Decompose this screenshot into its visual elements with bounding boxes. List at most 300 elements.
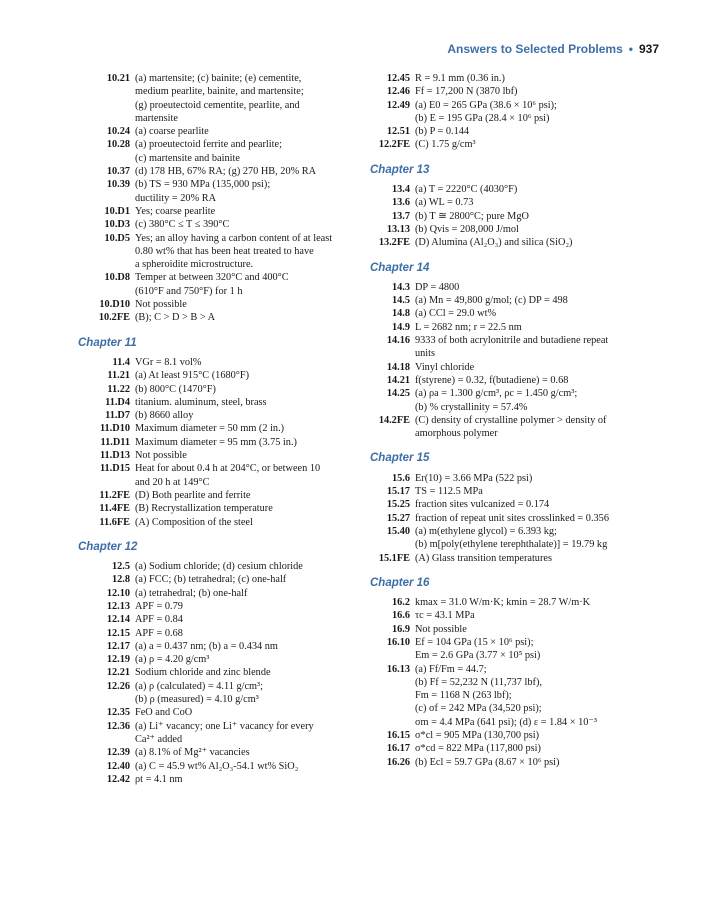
problem-number: 10.21 [106, 73, 130, 84]
answer-line: (a) ρ (calculated) = 4.11 g/cm³; [135, 680, 264, 692]
answer-entry [78, 587, 360, 600]
answer-line: (b) TS = 930 MPa (135,000 psi); [135, 179, 271, 191]
answer-entry [370, 742, 660, 755]
answer-text [415, 85, 660, 98]
answer-line: (a) coarse pearlite [135, 126, 209, 138]
problem-number: 13.4 [391, 184, 410, 196]
answer-entry [78, 489, 360, 502]
answer-line: Maximum diameter = 50 mm (2 in.) [135, 423, 285, 435]
answer-line: 9333 of both acrylonitrile and butadiene repeat [415, 335, 609, 347]
answer-entry [78, 462, 360, 489]
answer-entry [370, 210, 660, 223]
answer-text [135, 436, 360, 449]
answer-entry [78, 125, 360, 138]
answer-text [135, 680, 360, 707]
answer-text [415, 183, 660, 196]
answer-entry [370, 498, 660, 511]
problem-number: 10.D1 [104, 205, 130, 217]
answer-line: (d) 178 HB, 67% RA; (g) 270 HB, 20% RA [135, 166, 317, 178]
problem-number: 11.4 [112, 356, 130, 368]
answer-text [135, 653, 360, 666]
answer-line: Ff = 17,200 N (3870 lbf) [415, 86, 518, 98]
answer-text [135, 627, 360, 640]
answer-line: Maximum diameter = 95 mm (3.75 in.) [135, 436, 297, 448]
answer-entry [370, 623, 660, 636]
answer-line: DP = 4800 [415, 281, 460, 293]
problem-number: 11.6FE [99, 516, 130, 528]
answer-text [135, 396, 360, 409]
chapter-heading: Chapter 14 [370, 261, 430, 274]
answer-line: f(styrene) = 0.32, f(butadiene) = 0.68 [415, 374, 569, 386]
answer-line: R = 9.1 mm (0.36 in.) [415, 73, 505, 84]
answer-text [135, 422, 360, 435]
answer-entry [78, 573, 360, 586]
answer-text [415, 99, 660, 126]
problem-number: 12.51 [386, 126, 410, 138]
answer-line: 0.80 wt% that has been heat treated to have [135, 245, 314, 257]
answer-entry [78, 773, 360, 786]
answer-entry [78, 218, 360, 231]
answer-text [135, 720, 360, 747]
answer-line: fraction sites vulcanized = 0.174 [415, 499, 550, 511]
problem-number: 11.4FE [99, 503, 130, 515]
problem-number: 10.D10 [99, 299, 130, 311]
answer-entry [78, 165, 360, 178]
problem-number: 12.5 [111, 561, 130, 573]
answer-line: fraction of repeat unit sites crosslinked = 0.356 [415, 512, 609, 524]
answer-line: Er(10) = 3.66 MPa (522 psi) [415, 472, 533, 484]
answer-text [135, 298, 360, 311]
chapter-heading: Chapter 15 [370, 452, 430, 465]
answer-entry [370, 361, 660, 374]
answer-line: (a) CCl = 29.0 wt% [415, 308, 497, 320]
answer-entry [78, 746, 360, 759]
problem-number: 10.2FE [98, 312, 130, 324]
problem-number: 15.27 [386, 512, 410, 524]
problem-number: 15.40 [386, 525, 410, 537]
answer-line: (b) E = 195 GPa (28.4 × 10⁶ psi) [415, 112, 550, 124]
answer-line: (b) 8660 alloy [135, 410, 194, 422]
answer-line: Temper at between 320°C and 400°C [135, 272, 289, 284]
problem-number: 14.25 [386, 388, 410, 400]
answer-text [415, 281, 660, 294]
answer-text [135, 587, 360, 600]
answer-line: medium pearlite, bainite, and martensite; [135, 86, 304, 98]
answer-entry [78, 311, 360, 324]
answer-line: Vinyl chloride [415, 361, 475, 373]
problem-number: 14.21 [386, 374, 410, 386]
answer-line: (a) proeutectoid ferrite and pearlite; [135, 139, 282, 151]
answer-text [415, 414, 660, 441]
answer-line: (C) density of crystalline polymer > density of [415, 414, 607, 426]
answer-line: (b) P = 0.144 [415, 126, 470, 138]
answer-text [415, 294, 660, 307]
answer-line: (a) Li⁺ vacancy; one Li⁺ vacancy for every [135, 720, 314, 732]
answer-text [135, 560, 360, 573]
problem-number: 13.6 [391, 197, 410, 209]
answer-text [415, 512, 660, 525]
answer-text [135, 383, 360, 396]
answer-text [415, 623, 660, 636]
answer-entry [78, 640, 360, 653]
problem-number: 10.37 [106, 166, 130, 178]
answer-text [415, 374, 660, 387]
answer-text [135, 489, 360, 502]
answer-line: (B) Recrystallization temperature [135, 503, 273, 515]
answer-text [135, 218, 360, 231]
answer-text [415, 307, 660, 320]
answer-line: APF = 0.79 [135, 600, 183, 612]
answer-line: τc = 43.1 MPa [415, 610, 475, 622]
answer-line: (b) ρ (measured) = 4.10 g/cm³ [135, 694, 259, 706]
answer-text [135, 178, 360, 205]
answer-line: σ*cd = 822 MPa (117,800 psi) [415, 743, 541, 755]
problem-number: 10.28 [106, 139, 130, 151]
problem-number: 16.9 [391, 623, 410, 635]
answer-text [135, 232, 360, 272]
answer-entry [370, 756, 660, 769]
problem-number: 12.13 [106, 600, 130, 612]
problem-number: 12.15 [106, 627, 130, 639]
problem-number: 10.D5 [104, 232, 130, 244]
answer-entry [78, 680, 360, 707]
problem-number: 10.24 [106, 126, 130, 138]
answer-line: (b) Ecl = 59.7 GPa (8.67 × 10⁶ psi) [415, 756, 560, 768]
problem-number: 16.10 [386, 636, 410, 648]
answer-line: (B); C > D > B > A [135, 312, 216, 324]
answer-line: (b) Ff = 52,232 N (11,737 lbf), [415, 676, 542, 688]
answer-entry [370, 525, 660, 552]
answer-entry [78, 760, 360, 773]
answer-entry [370, 485, 660, 498]
problem-number: 12.2FE [378, 139, 410, 151]
answer-line: (c) 380°C ≤ T ≤ 390°C [135, 219, 230, 231]
answer-text [415, 72, 660, 85]
answer-entry [370, 334, 660, 361]
answer-text [135, 600, 360, 613]
problem-number: 12.14 [106, 614, 130, 626]
answer-entry [78, 396, 360, 409]
problem-number: 16.26 [386, 756, 410, 768]
answer-line: Fm = 1168 N (263 lbf); [415, 690, 512, 702]
problem-number: 12.21 [106, 667, 130, 679]
answer-entry [78, 613, 360, 626]
answer-line: Ef = 104 GPa (15 × 10⁶ psi); [415, 636, 534, 648]
answer-text [135, 666, 360, 679]
answer-entry [78, 409, 360, 422]
problem-number: 12.39 [106, 747, 130, 759]
answer-entry [78, 502, 360, 515]
answer-line: (a) E0 = 265 GPa (38.6 × 10⁶ psi); [415, 99, 557, 111]
answer-text [415, 472, 660, 485]
answer-text [415, 125, 660, 138]
answer-text [415, 742, 660, 755]
answer-text [135, 205, 360, 218]
problem-number: 12.40 [106, 760, 130, 772]
problem-number: 10.D8 [104, 272, 130, 284]
answer-entry [370, 414, 660, 441]
chapter-heading: Chapter 12 [78, 540, 138, 553]
answer-line: (b) Qvis = 208,000 J/mol [415, 223, 519, 235]
problem-number: 14.8 [391, 308, 410, 320]
chapter-heading: Chapter 13 [370, 163, 430, 176]
answer-line: Sodium chloride and zinc blende [135, 667, 271, 679]
answer-line: (c) martensite and bainite [135, 152, 240, 164]
problem-number: 12.42 [106, 773, 130, 785]
answer-text [135, 613, 360, 626]
answer-line: (a) ρ = 4.20 g/cm³ [135, 654, 210, 666]
problem-number: 11.D7 [105, 410, 130, 422]
problem-number: 14.5 [391, 295, 410, 307]
answer-text [135, 72, 360, 125]
answer-text [415, 596, 660, 609]
answer-text [135, 125, 360, 138]
answer-text [415, 663, 660, 729]
answer-text [415, 756, 660, 769]
answer-entry [78, 706, 360, 719]
answer-entry [370, 387, 660, 414]
problem-number: 10.D3 [104, 219, 130, 231]
answer-text [135, 369, 360, 382]
answer-entry [78, 720, 360, 747]
answer-text [415, 609, 660, 622]
answer-line: (b) T ≅ 2800°C; pure MgO [415, 210, 529, 222]
answer-entry [78, 516, 360, 529]
problem-number: 13.7 [391, 210, 410, 222]
answer-entry [78, 271, 360, 298]
answer-line: (g) proeutectoid cementite, pearlite, and [135, 99, 300, 111]
answer-text [415, 498, 660, 511]
answer-text [415, 387, 660, 414]
answer-text [135, 502, 360, 515]
answer-entry [370, 281, 660, 294]
answer-entry [370, 374, 660, 387]
answer-text [415, 525, 660, 552]
answer-text [135, 138, 360, 165]
answer-line: (b) 800°C (1470°F) [135, 383, 216, 395]
answer-text [135, 516, 360, 529]
problem-number: 11.21 [107, 370, 130, 382]
problem-number: 15.6 [391, 472, 410, 484]
problem-number: 16.15 [386, 730, 410, 742]
answer-line: Ca²⁺ added [135, 733, 183, 745]
answer-line: (a) tetrahedral; (b) one-half [135, 587, 248, 599]
answer-line: Not possible [135, 299, 187, 311]
answer-line: Yes; coarse pearlite [135, 205, 216, 217]
problem-number: 11.D4 [105, 396, 130, 408]
answer-text [135, 449, 360, 462]
answer-line: units [415, 348, 436, 360]
problem-number: 12.46 [386, 86, 410, 98]
problem-number: 10.39 [106, 179, 130, 191]
answer-line: (a) 8.1% of Mg²⁺ vacancies [135, 747, 250, 759]
answer-text [415, 334, 660, 361]
answer-entry [370, 512, 660, 525]
answer-line: (C) 1.75 g/cm³ [415, 139, 476, 151]
answer-text [415, 361, 660, 374]
problem-number: 13.2FE [378, 237, 410, 249]
answer-line: (a) Mn = 49,800 g/mol; (c) DP = 498 [415, 295, 568, 307]
answer-line: kmax = 31.0 W/m·K; kmin = 28.7 W/m·K [415, 597, 591, 609]
answer-entry [370, 729, 660, 742]
problem-number: 15.17 [386, 486, 410, 498]
answer-entry [370, 609, 660, 622]
problem-number: 16.13 [386, 663, 410, 675]
answer-entry [78, 560, 360, 573]
answer-line: (a) ρa = 1.300 g/cm³, ρc = 1.450 g/cm³; [415, 388, 578, 400]
answer-text [135, 706, 360, 719]
answer-line: (a) a = 0.437 nm; (b) a = 0.434 nm [135, 640, 278, 652]
answer-entry [370, 307, 660, 320]
left-column [78, 72, 360, 786]
answer-text [415, 485, 660, 498]
answer-entry [78, 449, 360, 462]
answer-line: Yes; an alloy having a carbon content of at least [135, 232, 333, 244]
answer-entry [370, 125, 660, 138]
answer-entry [370, 138, 660, 151]
answer-line: (b) % crystallinity = 57.4% [415, 401, 528, 413]
problem-number: 12.17 [106, 640, 130, 652]
problem-number: 12.35 [106, 707, 130, 719]
problem-number: 11.D15 [99, 463, 130, 475]
answer-line: Not possible [135, 450, 187, 462]
answer-line: TS = 112.5 MPa [415, 486, 483, 498]
problem-number: 12.45 [386, 73, 410, 84]
answer-line: (610°F and 750°F) for 1 h [135, 285, 243, 297]
answer-entry [78, 356, 360, 369]
answer-text [135, 409, 360, 422]
answer-entry [370, 663, 660, 729]
answer-line: (a) Ff/Fm = 44.7; [415, 663, 487, 675]
answer-text [415, 196, 660, 209]
answer-line: ductility = 20% RA [135, 192, 217, 204]
answer-text [135, 640, 360, 653]
chapter-heading: Chapter 16 [370, 576, 430, 589]
answer-text [415, 236, 660, 249]
problem-number: 11.D10 [99, 423, 130, 435]
answer-line: APF = 0.84 [135, 614, 183, 626]
answer-entry [78, 422, 360, 435]
right-column [370, 72, 660, 769]
problem-number: 15.1FE [378, 552, 410, 564]
answer-text [135, 760, 360, 773]
chapter-heading: Chapter 11 [78, 336, 137, 349]
answer-line: a spheroidite microstructure. [135, 259, 254, 271]
answer-line: Em = 2.6 GPa (3.77 × 10⁵ psi) [415, 650, 541, 662]
answer-entry [78, 653, 360, 666]
answer-text [415, 321, 660, 334]
problem-number: 12.19 [106, 654, 130, 666]
problem-number: 14.2FE [378, 414, 410, 426]
header-title: Answers to Selected Problems [447, 42, 623, 56]
answer-line: (A) Glass transition temperatures [415, 552, 552, 564]
answer-entry [78, 436, 360, 449]
problem-number: 16.6 [391, 610, 410, 622]
answer-line: (a) WL = 0.73 [415, 197, 474, 209]
answer-line: (a) Sodium chloride; (d) cesium chloride [135, 561, 303, 573]
answer-line: (a) C = 45.9 wt% Al₂O₃-54.1 wt% SiO₂ [135, 760, 299, 772]
answer-line: and 20 h at 149°C [135, 476, 210, 488]
answer-text [135, 356, 360, 369]
problem-number: 14.3 [391, 281, 410, 293]
answer-entry [370, 636, 660, 663]
answer-line: (c) σf = 242 MPa (34,520 psi); [415, 703, 542, 715]
answer-entry [370, 99, 660, 126]
answer-entry [78, 369, 360, 382]
answer-text [415, 729, 660, 742]
answer-line: (D) Both pearlite and ferrite [135, 489, 251, 501]
problem-number: 11.22 [107, 383, 130, 395]
problem-number: 14.18 [386, 361, 410, 373]
answer-entry [78, 298, 360, 311]
answer-line: FeO and CoO [135, 707, 193, 719]
answer-text [415, 552, 660, 565]
answer-line: (D) Alumina (Al₂O₃) and silica (SiO₂) [415, 237, 573, 249]
answer-line: (a) T = 2220°C (4030°F) [415, 184, 518, 196]
problem-number: 13.13 [386, 223, 410, 235]
answer-line: ρt = 4.1 nm [135, 773, 183, 785]
problem-number: 14.9 [391, 321, 410, 333]
problem-number: 12.10 [106, 587, 130, 599]
answer-line: APF = 0.68 [135, 627, 183, 639]
answer-line: Heat for about 0.4 h at 204°C, or between 10 [135, 463, 321, 475]
answer-text [135, 573, 360, 586]
answer-text [415, 223, 660, 236]
answer-line: σm = 4.4 MPa (641 psi); (d) ε = 1.84 × 10⁻³ [415, 716, 597, 728]
answer-entry [370, 472, 660, 485]
problem-number: 11.2FE [99, 489, 130, 501]
answer-entry [370, 223, 660, 236]
problem-number: 16.17 [386, 743, 410, 755]
answer-entry [370, 596, 660, 609]
problem-number: 12.8 [111, 574, 130, 586]
problem-number: 12.36 [106, 720, 130, 732]
problem-number: 16.2 [391, 597, 410, 609]
answer-line: Not possible [415, 623, 467, 635]
answer-line: (a) FCC; (b) tetrahedral; (c) one-half [135, 574, 287, 586]
answer-text [135, 165, 360, 178]
answer-entry [370, 294, 660, 307]
problem-number: 14.16 [386, 335, 410, 347]
answer-line: L = 2682 nm; r = 22.5 nm [415, 321, 522, 333]
answer-entry [78, 666, 360, 679]
answer-line: amorphous polymer [415, 428, 498, 440]
answer-entry [370, 552, 660, 565]
answer-entry [370, 321, 660, 334]
answer-entry [370, 72, 660, 85]
answer-text [135, 773, 360, 786]
header-separator: • [628, 42, 633, 56]
answer-entry [78, 383, 360, 396]
answer-entry [370, 85, 660, 98]
answer-line: (b) m[poly(ethylene terephthalate)] = 19.79 kg [415, 539, 608, 551]
problem-number: 15.25 [386, 499, 410, 511]
problem-number: 11.D11 [100, 436, 130, 448]
answer-entry [78, 178, 360, 205]
answer-text [135, 462, 360, 489]
answer-entry [370, 196, 660, 209]
answer-text [415, 636, 660, 663]
problem-number: 12.49 [386, 99, 410, 111]
answer-text [135, 311, 360, 324]
answer-entry [78, 232, 360, 272]
answer-entry [370, 183, 660, 196]
answer-entry [370, 236, 660, 249]
answer-entry [78, 600, 360, 613]
answer-entry [78, 138, 360, 165]
answer-line: martensite [135, 112, 178, 124]
answer-text [415, 210, 660, 223]
